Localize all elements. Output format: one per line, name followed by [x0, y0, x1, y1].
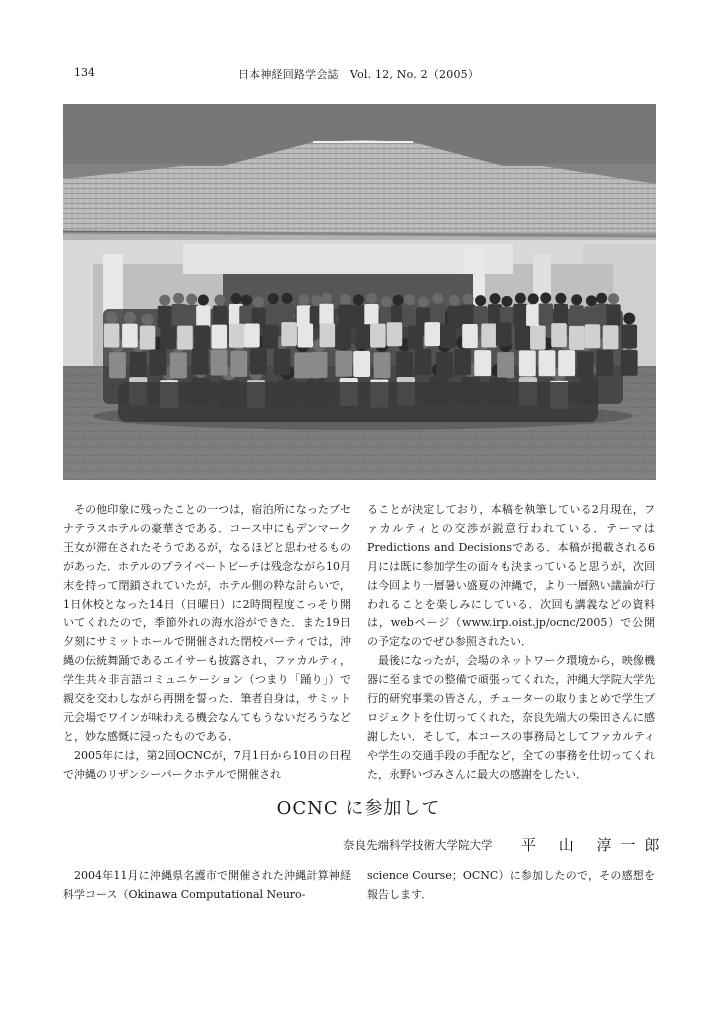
person-body — [130, 352, 147, 378]
person-head — [490, 293, 501, 304]
person-body — [364, 304, 378, 326]
running-head: 日本神経回路学会誌 Vol. 12, No. 2（2005） — [237, 68, 480, 81]
paragraph: 最後になったが，会場のネットワーク環境から，映像機器に至るまでの整備で頑張ってくれた，沖縄大学院大学先行的研究事業の皆さん，チューターの取りまとめで学生プロジェクトを仕切ってくれた，奈良先端大の柴田さんに感謝したい．そして，本コースの事務局としてファカルティや学生の交通手段の手配など，全ての事務を仕切ってくれた，永野いづみさんに最大の感謝をしたい． — [367, 654, 655, 781]
person-body — [140, 326, 156, 350]
page-number: 134 — [74, 66, 95, 79]
person-head — [198, 294, 209, 305]
upper-right-column — [367, 501, 655, 785]
person-body — [539, 350, 556, 376]
person-body — [577, 351, 594, 377]
person-body — [519, 350, 536, 376]
person-head — [501, 296, 512, 307]
paragraph: 2004年11月に沖縄県名護市で開催された沖縄計算神経科学コース（Okinawa Computational Neuro- — [63, 869, 351, 901]
person-head — [515, 293, 526, 304]
person-head — [321, 293, 332, 304]
author-affiliation: 奈良先端科学技術大学院大学 — [343, 838, 493, 852]
person-head — [555, 293, 566, 304]
author-name: 平 山 淳一郎 — [521, 836, 669, 854]
person-body — [109, 352, 126, 378]
person-body — [294, 352, 311, 378]
person-body — [244, 323, 260, 347]
person-body — [196, 305, 210, 327]
person-head — [340, 294, 351, 305]
person-head — [214, 294, 225, 305]
person-body — [424, 322, 440, 346]
person-body — [551, 323, 567, 347]
person-head — [433, 293, 444, 304]
person-head — [596, 293, 607, 304]
person-body — [440, 324, 456, 348]
person-body — [211, 325, 227, 349]
person-head — [381, 296, 392, 307]
person-body — [104, 324, 120, 348]
person-body — [621, 324, 637, 348]
lower-right-column — [367, 867, 655, 905]
person-body — [603, 325, 619, 349]
person-body — [213, 305, 227, 327]
person-body — [211, 349, 228, 375]
person-body — [408, 326, 424, 350]
person-body — [263, 325, 279, 349]
person-body — [335, 351, 352, 377]
person-body — [297, 324, 313, 348]
person-body — [374, 352, 391, 378]
person-head — [418, 296, 429, 307]
upper-left-column — [63, 501, 351, 785]
person-head — [298, 294, 309, 305]
person-body — [539, 304, 553, 326]
person-head — [475, 295, 486, 306]
person-head — [353, 294, 364, 305]
person-head — [623, 312, 635, 324]
person-head — [366, 293, 377, 304]
paragraph: science Course；OCNC）に参加したので，その感想を報告します． — [367, 869, 655, 901]
person-body — [319, 304, 333, 326]
person-body — [515, 326, 531, 350]
person-head — [540, 293, 551, 304]
group-photo — [63, 104, 656, 480]
person-head — [124, 312, 136, 324]
person-head — [231, 293, 242, 304]
person-body — [481, 324, 497, 348]
person-body — [335, 325, 351, 349]
person-body — [160, 326, 176, 350]
person-body — [353, 351, 370, 377]
person-body — [596, 350, 613, 376]
person-body — [454, 349, 471, 375]
person-body — [266, 304, 280, 326]
person-head — [159, 295, 170, 306]
person-head — [268, 293, 279, 304]
person-body — [229, 324, 245, 348]
person-body — [320, 323, 336, 347]
person-body — [370, 324, 386, 348]
person-body — [351, 305, 365, 327]
person-body — [513, 304, 527, 326]
person-body — [554, 304, 568, 326]
person-head — [253, 296, 264, 307]
person-body — [526, 304, 540, 326]
person-body — [461, 305, 475, 327]
person-body — [569, 326, 585, 350]
person-head — [282, 293, 293, 304]
person-body — [171, 304, 185, 326]
paragraph: 2005年には，第2回OCNCが，7月1日から10日の日程で沖縄のリザンシーパークホテルで開催され — [63, 748, 351, 781]
person-body — [230, 351, 247, 377]
person-head — [173, 293, 184, 304]
paragraph: その他印象に残ったことの一つは，宿泊所になったブセナテラスホテルの豪華さである．コース中にもデンマーク王女が滞在されたそうであるが，なるほどと思わせるものがあった．ホテルのプライベートビーチは残念ながら10月末を持って閉鎖されていたが，ホテル側の粋な計らいで，1日休校となった14日（日曜日）に2時間程度こっそり開いてくれたので，季節外れの海水浴ができた．また19日夕刻にサミットホールで開催された閉校パーティでは，沖縄の伝統舞踊であるエイサーも披露され，ファカルティ，学生共々非言語コミュニケーション（つまり「踊り」）で親交を交わしながら再開を誓った．筆者自身は，サミット元会場でワインが味わえる機会なんてもうないだろうなどと，妙な感慨に浸ったものである． — [63, 503, 351, 743]
person-head — [463, 294, 474, 305]
person-body — [311, 352, 328, 378]
person-head — [449, 295, 460, 306]
person-body — [462, 324, 478, 348]
person-body — [122, 324, 138, 348]
person-body — [621, 350, 638, 376]
person-body — [414, 349, 431, 375]
person-body — [436, 352, 453, 378]
person-body — [570, 305, 584, 327]
article-title: OCNC に参加して — [276, 798, 441, 819]
person-body — [281, 322, 297, 346]
person-head — [404, 294, 415, 305]
person-body — [177, 326, 193, 350]
person-head — [241, 295, 252, 306]
person-body — [402, 305, 416, 327]
person-head — [608, 293, 619, 304]
person-head — [186, 294, 197, 305]
person-head — [393, 295, 404, 306]
person-body — [530, 326, 546, 350]
person-body — [497, 352, 514, 378]
person-head — [142, 314, 154, 326]
person-body — [192, 349, 209, 375]
person-body — [356, 324, 372, 348]
person-head — [106, 312, 118, 324]
person-head — [571, 294, 582, 305]
person-body — [496, 322, 512, 346]
person-body — [585, 324, 601, 348]
person-body — [158, 306, 172, 328]
person-body — [194, 325, 210, 349]
person-body — [250, 349, 267, 375]
person-body — [274, 349, 291, 375]
person-body — [150, 349, 167, 375]
paragraph: ることが決定しており，本稿を執筆している2月現在，ファカルティとの交渉が鋭意行われている．テーマはPredictions and Decisionsである．本稿が掲載される6月には既に参加学生の面々も決まっていると思うが，次回は今回より一層暑い盛夏の沖縄で，より一層熱い議論が行われることを楽しみにしている．次回も講義などの資料は，webページ（www.irp.oist.jp/ocnc/2005）で公開の予定なのでぜひ参照されたい． — [367, 503, 655, 649]
person-body — [558, 350, 575, 376]
person-body — [606, 304, 620, 326]
person-body — [387, 322, 403, 346]
lower-left-column — [63, 867, 351, 905]
person-body — [338, 305, 352, 327]
person-head — [528, 293, 539, 304]
person-body — [396, 351, 413, 377]
person-body — [474, 350, 491, 376]
person-body — [170, 352, 187, 378]
